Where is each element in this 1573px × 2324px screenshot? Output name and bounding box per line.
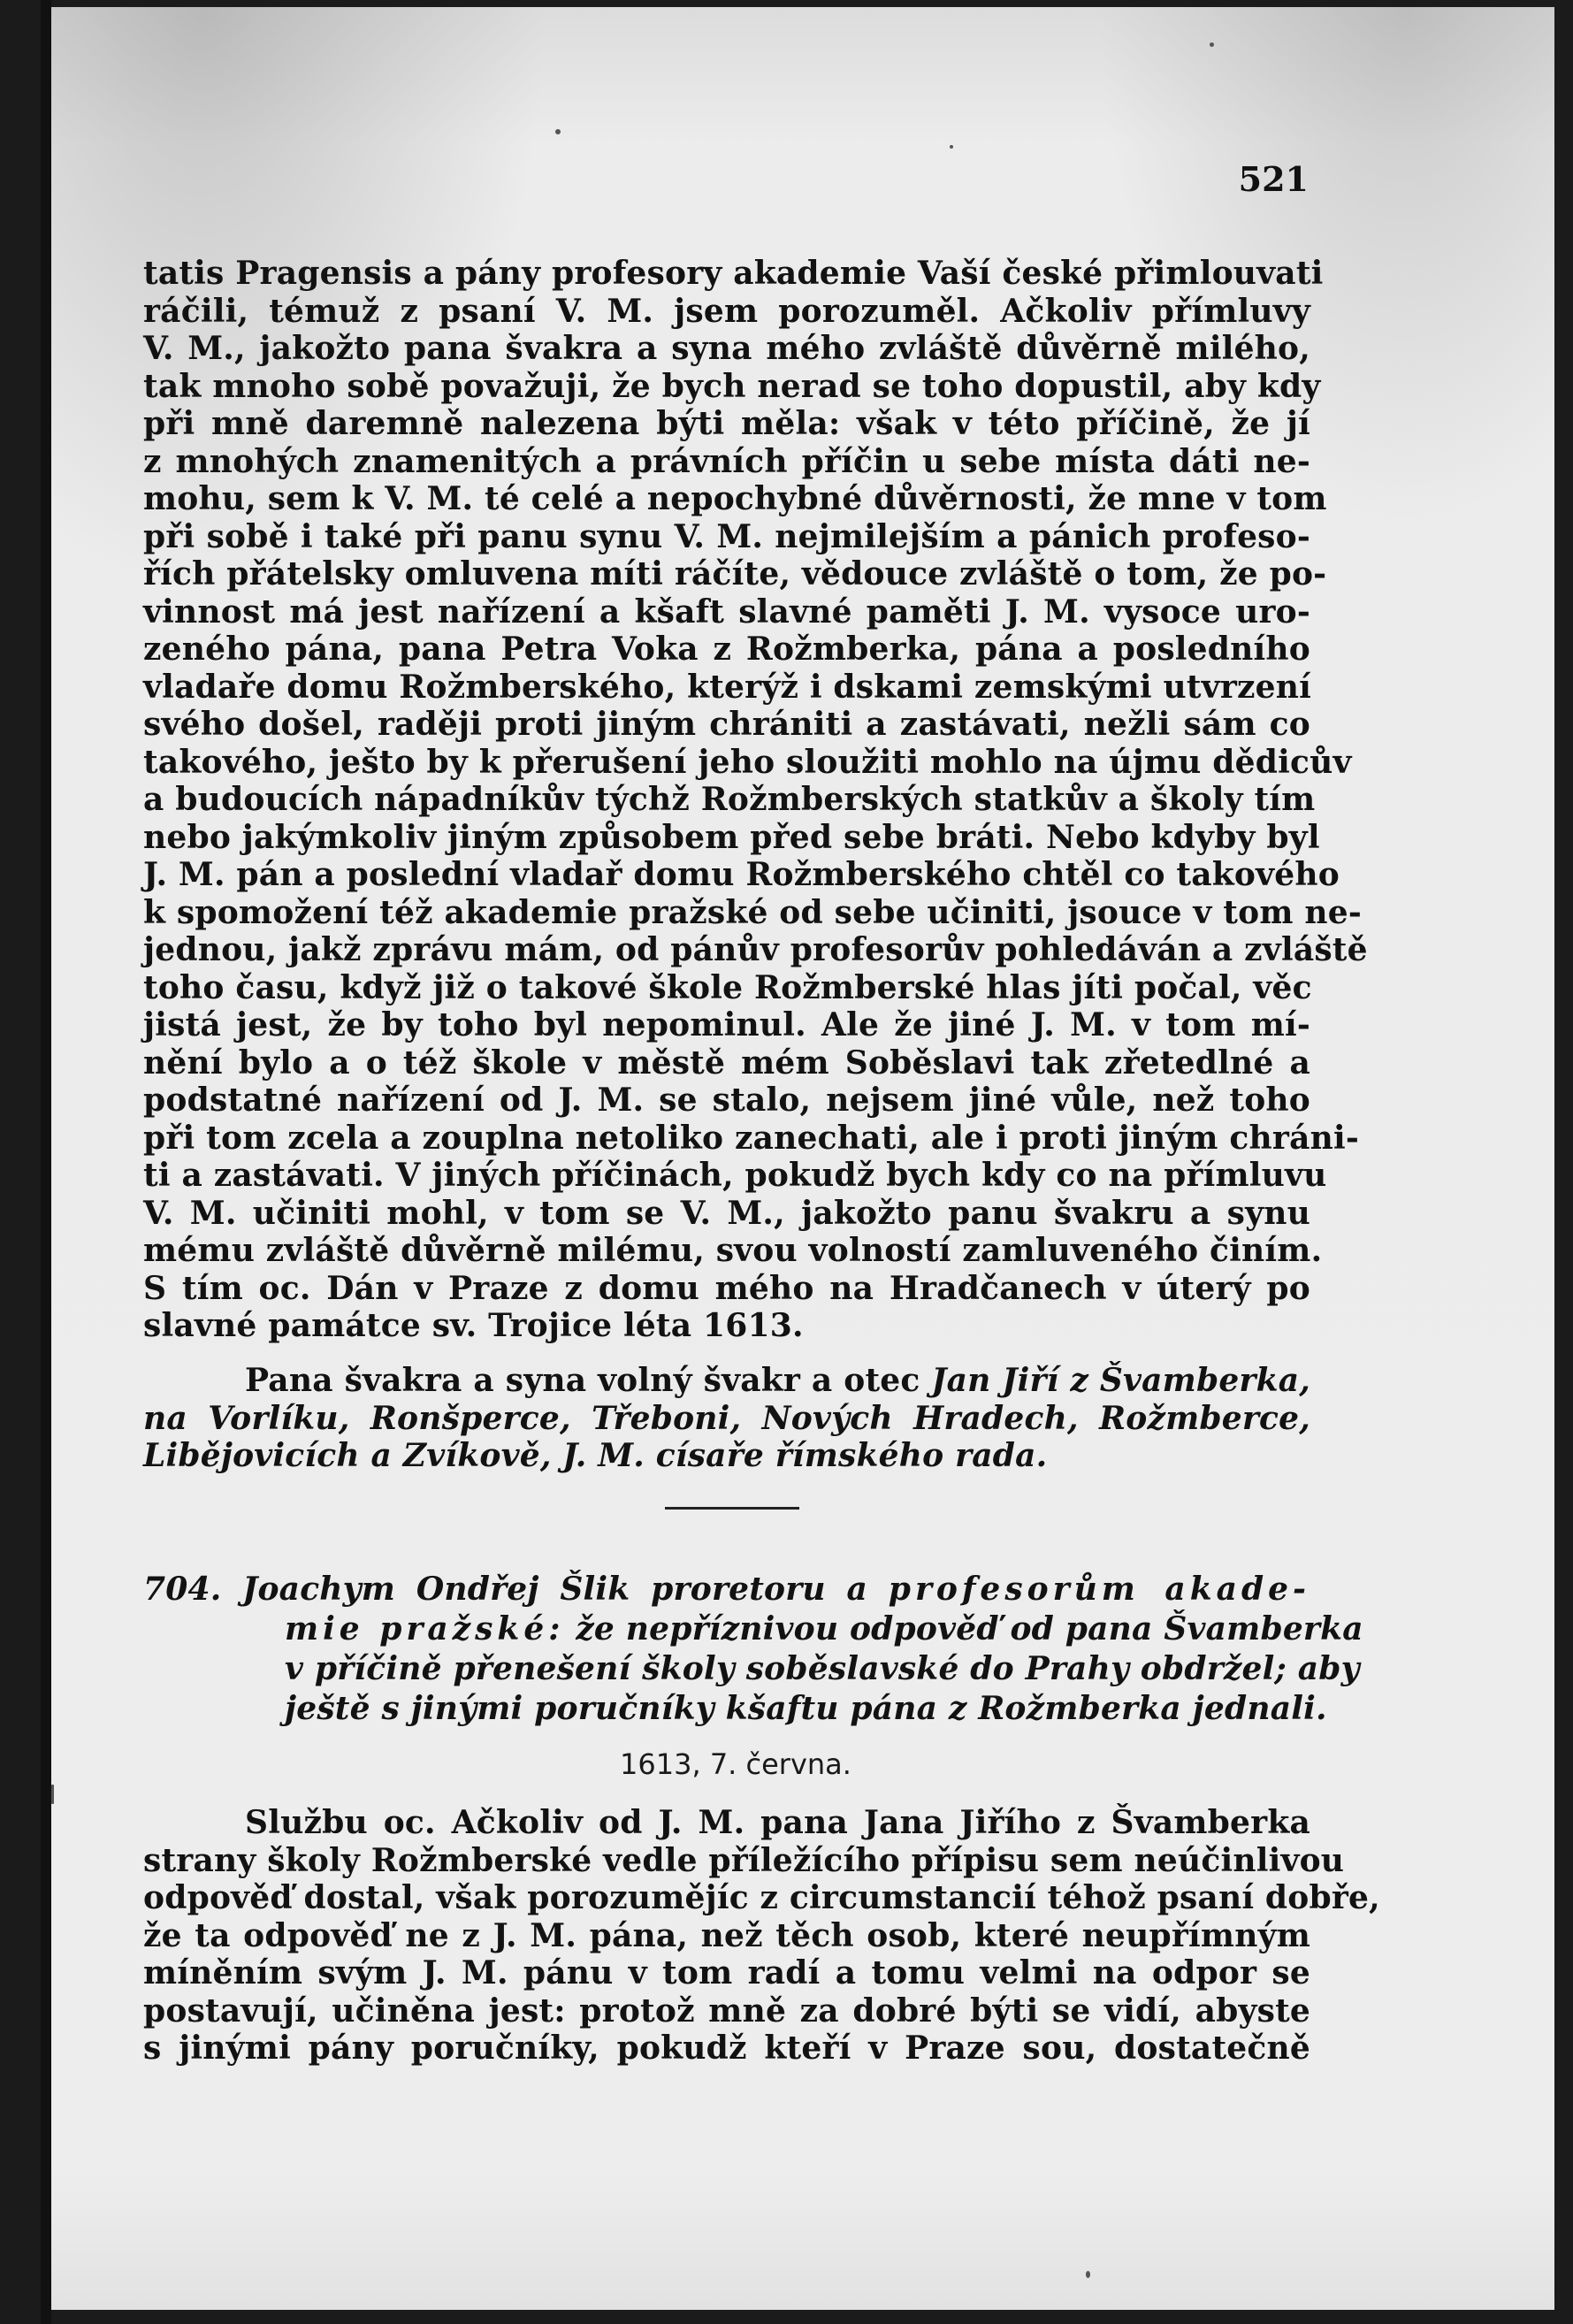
text-line: mohu, sem k V. M. té celé a nepochybné důvěrnosti, že mne v tom xyxy=(143,480,1327,517)
text-line: V. M. učiniti mohl, v tom se V. M., jakožto panu švakru a synu xyxy=(143,1194,1310,1232)
text-line: míněním svým J. M. pánu v tom radí a tomu velmi na odpor se xyxy=(143,1954,1310,1991)
text-line: Službu oc. Ačkoliv od J. M. pana Jana Jiřího z Švamberka xyxy=(245,1804,1310,1841)
text-line: toho času, když již o takové škole Rožmberské hlas jíti počal, věc xyxy=(143,968,1312,1006)
signature-line: Libějovicích a Zvíkově, J. M. císaře římského rada. xyxy=(143,1437,1048,1474)
entry-heading-line xyxy=(143,1570,1310,1609)
text-line: takového, ješto by k přerušení jeho sloužiti mohlo na újmu dědicův xyxy=(143,743,1352,781)
text-line: tak mnoho sobě považuji, že bych nerad se toho dopustil, aby kdy xyxy=(143,367,1321,405)
entry-heading-line xyxy=(143,1609,1363,1649)
scan-speck xyxy=(950,145,953,149)
text-line: odpověď dostal, však porozumějíc z circumstancií téhož psaní dobře, xyxy=(143,1879,1380,1916)
text-line: řích přátelsky omluvena míti ráčíte, vědouce zvláště o tom, že po- xyxy=(143,555,1327,592)
entry-number: 704. xyxy=(143,1571,222,1608)
text-line: svého došel, raději proti jiným chrániti a zastávati, nežli sám co xyxy=(143,706,1310,743)
entry-title-spaced: profesorům akade- xyxy=(888,1571,1310,1608)
scan-speck xyxy=(1086,2271,1090,2278)
text-line: a budoucích nápadníkův týchž Rožmberských statkův a školy tím xyxy=(143,781,1316,818)
text-line: nění bylo a o též škole v městě mém Soběslavi tak zřetedlné a xyxy=(143,1044,1310,1082)
text-line: jistá jest, že by toho byl nepominul. Ale že jiné J. M. v tom mí- xyxy=(143,1006,1310,1044)
text-line: vladaře domu Rožmberského, kterýž i dskami zemskými utvrzení xyxy=(143,668,1311,706)
text-line: V. M., jakožto pana švakra a syna mého zvláště důvěrně milého, xyxy=(143,330,1310,367)
text-line: mému zvláště důvěrně milému, svou volností zamluveného činím. xyxy=(143,1232,1323,1269)
book-spine-shadow xyxy=(41,0,51,2324)
text-line: ráčili, témuž z psaní V. M. jsem porozuměl. Ačkoliv přímluvy xyxy=(143,292,1310,330)
entry-title-spaced: mie pražské: xyxy=(285,1610,565,1647)
scan-speck xyxy=(1210,42,1214,47)
signature-line: na Vorlíku, Ronšperce, Třeboni, Nových Hradech, Rožmberce, xyxy=(143,1399,1310,1437)
letter-paragraph xyxy=(143,1804,1380,2068)
signature-name: Jan Jiří z Švamberka, xyxy=(931,1362,1310,1399)
signature-block xyxy=(143,1362,1310,1475)
text-line: při tom zcela a zouplna netoliko zanechati, ale i proti jiným chráni- xyxy=(143,1119,1360,1157)
entry-heading xyxy=(143,1570,1363,1729)
text-line: slavné památce sv. Trojice léta 1613. xyxy=(143,1307,804,1344)
text-line: jednou, jakž zprávu mám, od pánův profesorův pohledáván a zvláště xyxy=(143,931,1368,968)
signature-intro: Pana švakra a syna volný švakr a otec xyxy=(245,1362,932,1399)
text-line: ti a zastávati. V jiných příčinách, pokudž bych kdy co na přímluvu xyxy=(143,1157,1327,1194)
entry-heading-line: v příčině přenešení školy soběslavské do Prahy obdržel; aby xyxy=(285,1650,1360,1687)
text-line: tatis Pragensis a pány profesory akademie Vaší české přimlouvati xyxy=(143,255,1324,292)
page-number: 521 xyxy=(1238,159,1309,199)
text-line: postavují, učiněna jest: protož mně za dobré býti se vidí, abyste xyxy=(143,1991,1310,2030)
entry-title-text: že nepříznivou odpověď od pana Švamberka xyxy=(564,1610,1363,1647)
text-line: S tím oc. Dán v Praze z domu mého na Hradčanech v úterý po xyxy=(143,1269,1310,1307)
scan-speck xyxy=(555,129,561,134)
text-line: z mnohých znamenitých a právních příčin u sebe místa dáti ne- xyxy=(143,442,1310,480)
text-line: při sobě i také při panu synu V. M. nejmilejším a pánich profeso- xyxy=(143,517,1310,555)
text-line: nebo jakýmkoliv jiným způsobem před sebe bráti. Nebo kdyby byl xyxy=(143,818,1320,856)
entry-heading-line: ještě s jinými poručníky kšaftu pána z Rožmberka jednali. xyxy=(285,1690,1327,1727)
entry-title-start: Joachym Ondřej Šlik proretoru a xyxy=(242,1571,868,1608)
text-line: vinnost má jest nařízení a kšaft slavné paměti J. M. vysoce uro- xyxy=(143,592,1310,631)
text-line: při mně daremně nalezena býti měla: však v této příčině, že jí xyxy=(143,405,1310,442)
section-divider xyxy=(665,1507,799,1510)
text-line: J. M. pán a poslední vladař domu Rožmberského chtěl co takového xyxy=(143,856,1340,893)
text-line: zeného pána, pana Petra Voka z Rožmberka, pána a posledního xyxy=(143,631,1310,668)
signature-line xyxy=(143,1362,1310,1400)
body-paragraph xyxy=(143,255,1368,1345)
text-line: podstatné nařízení od J. M. se stalo, nejsem jiné vůle, než toho xyxy=(143,1082,1310,1119)
text-line: že ta odpověď ne z J. M. pána, než těch osob, které neupřímným xyxy=(143,1916,1310,1954)
text-line: s jinými pány poručníky, pokudž kteří v Praze sou, dostatečně xyxy=(143,2030,1310,2067)
scan-speck xyxy=(51,1785,54,1804)
text-line: k spomožení též akademie pražské od sebe učiniti, jsouce v tom ne- xyxy=(143,893,1362,931)
entry-date: 1613, 7. června. xyxy=(620,1747,851,1781)
text-line: strany školy Rožmberské vedle příležícího přípisu sem neúčinlivou xyxy=(143,1841,1345,1879)
